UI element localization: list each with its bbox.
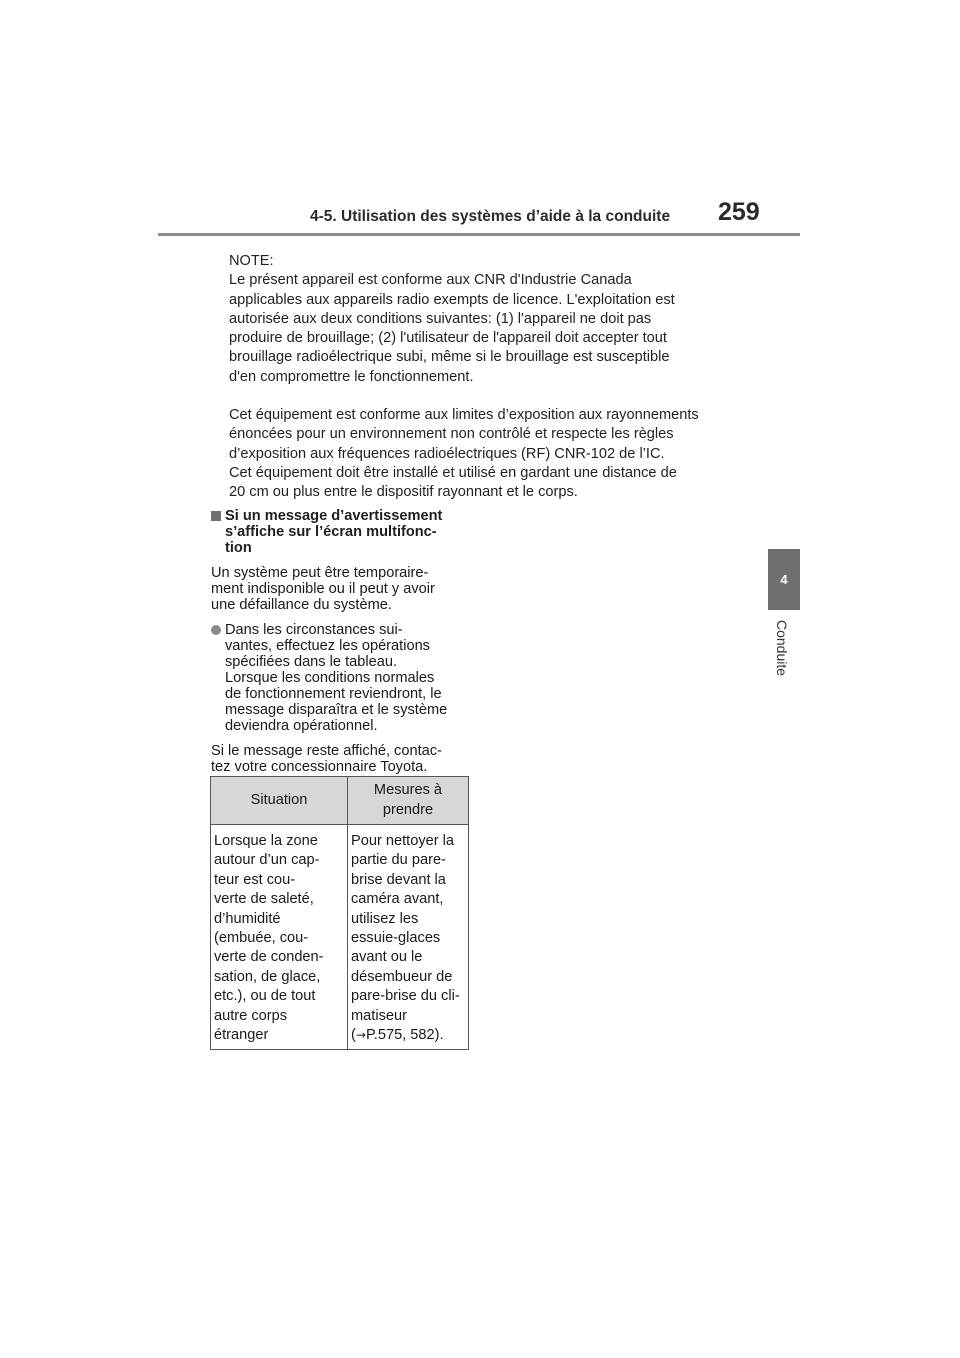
table-row [211, 825, 469, 1050]
text-line: deviendra opérationnel. [225, 718, 378, 734]
text-line: Si le message reste affiché, contac- [211, 743, 442, 759]
situation-table [210, 776, 469, 1050]
text-line: une défaillance du système. [211, 597, 392, 613]
section-heading [211, 508, 473, 556]
main-column [211, 508, 473, 775]
closing-paragraph [211, 743, 473, 775]
header-divider [158, 233, 800, 236]
chapter-tab[interactable] [768, 549, 800, 610]
text-line: tez votre concessionnaire Toyota. [211, 759, 428, 775]
notice-line: d’exposition aux fréquences radioélectriques (RF) CNR-102 de l’IC. [229, 445, 665, 462]
circle-bullet-icon [211, 625, 221, 635]
section-title: 4-5. Utilisation des systèmes d’aide à la conduite [310, 208, 671, 225]
header-measures: Mesures à prendre [348, 777, 469, 825]
text-line: vantes, effectuez les opérations [225, 638, 430, 654]
notice-line: applicables aux appareils radio exempts de licence. L'exploitation est [229, 291, 675, 308]
measure-cell: Pour nettoyer la partie du pare- brise devant la caméra avant, utilisez les essuie-glaces avant ou le désembueur de pare-brise du cli- matiseur (→P.575, 582). [348, 825, 469, 1050]
text-line: Lorsque les conditions normales [225, 670, 435, 686]
heading-line: tion [225, 540, 252, 556]
notice-line: énoncées pour un environnement non contrôlé et respecte les règles [229, 426, 674, 443]
page-number: 259 [718, 198, 760, 226]
notice-line: autorisée aux deux conditions suivantes: (1) l'appareil ne doit pas [229, 310, 652, 327]
arrow-right-icon: → [355, 1028, 366, 1043]
notice-line: d'en compromettre le fonctionnement. [229, 368, 474, 385]
text-line: Un système peut être temporaire- [211, 565, 429, 581]
header-situation: Situation [211, 777, 348, 825]
text-line: ment indisponible ou il peut y avoir [211, 581, 435, 597]
heading-line: s’affiche sur l’écran multifonc- [225, 524, 437, 540]
chapter-label: Conduite [774, 620, 790, 677]
intro-paragraph [211, 565, 473, 613]
notice-line: brouillage radioélectrique subi, même si le brouillage est susceptible [229, 349, 670, 366]
chapter-number: 4 [780, 572, 788, 587]
notice-line: Cet équipement est conforme aux limites d’exposition aux rayonnements [229, 407, 699, 424]
notice-line: produire de brouillage; (2) l'utilisateur de l'appareil doit accepter tout [229, 330, 667, 347]
notice-line: Le présent appareil est conforme aux CNR d'Industrie Canada [229, 272, 632, 289]
situation-cell: Lorsque la zone autour d’un cap- teur est cou- verte de saleté, d’humidité (embuée, cou- verte de conden- sation, de glace, etc.), ou de tout autre corps étranger [211, 825, 348, 1050]
square-bullet-icon [211, 511, 221, 521]
heading-line: Si un message d’avertissement [225, 508, 443, 524]
text-line: Dans les circonstances sui- [225, 622, 403, 638]
table-header-row [211, 777, 469, 825]
text-line: de fonctionnement reviendront, le [225, 686, 442, 702]
bullet-item [211, 622, 473, 734]
regulatory-notice [229, 252, 749, 503]
notice-line: Cet équipement doit être installé et utilisé en gardant une distance de [229, 464, 677, 481]
page-reference[interactable]: (→P.575, 582). [351, 1027, 444, 1044]
text-line: message disparaîtra et le système [225, 702, 448, 718]
notice-line: NOTE: [229, 253, 274, 269]
notice-line: 20 cm ou plus entre le dispositif rayonnant et le corps. [229, 484, 578, 501]
text-line: spécifiées dans le tableau. [225, 654, 397, 670]
